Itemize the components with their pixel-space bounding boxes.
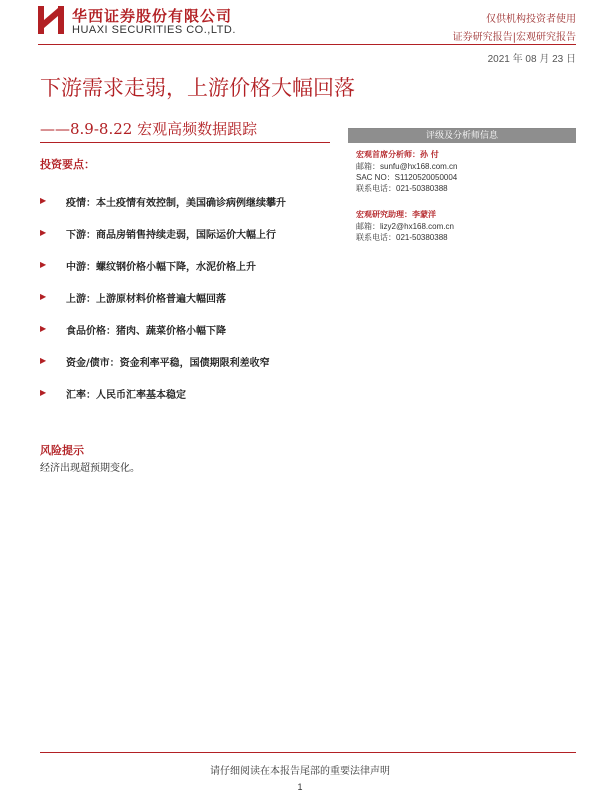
analyst-1-title: 宏观首席分析师：孙 付 (356, 149, 439, 159)
analyst-2-email: 邮箱：lizy2@hx168.com.cn (356, 222, 454, 231)
page-number: 1 (297, 782, 303, 792)
risk-heading: 风险提示 (40, 444, 84, 457)
key-points-list (40, 194, 340, 418)
list-item: ▶ 下游：商品房销售持续走弱，国际运价大幅上行 (40, 228, 276, 241)
company-logo (38, 4, 278, 40)
bullet-triangle-icon: ▶ (40, 260, 47, 269)
company-name-en: HUAXI SECURITIES CO.,LTD. (72, 24, 236, 36)
footer-divider (40, 752, 576, 753)
risk-text: 经济出现超预期变化。 (40, 463, 140, 474)
audience-note: 仅供机构投资者使用 (486, 14, 576, 25)
analyst-2-title: 宏观研究助理：李蒙洋 (356, 209, 436, 219)
bullet-triangle-icon: ▶ (40, 356, 47, 365)
header-divider (38, 44, 576, 45)
list-item: ▶ 食品价格：猪肉、蔬菜价格小幅下降 (40, 324, 226, 337)
analyst-1-sac: SAC NO：S1120520050004 (356, 173, 458, 182)
list-item: ▶ 中游：螺纹钢价格小幅下降，水泥价格上升 (40, 260, 256, 273)
analyst-info-panel (348, 128, 576, 251)
list-item: ▶ 资金/债市：资金利率平稳，国债期限利差收窄 (40, 356, 270, 369)
bullet-triangle-icon: ▶ (40, 292, 47, 301)
subtitle-divider (40, 142, 330, 143)
report-category: 证券研究报告|宏观研究报告 (452, 32, 576, 43)
report-title: 下游需求走弱，上游价格大幅回落 (40, 76, 355, 100)
bullet-triangle-icon: ▶ (40, 196, 47, 205)
huaxi-logo-icon (38, 6, 64, 34)
bullet-triangle-icon: ▶ (40, 228, 47, 237)
report-subtitle: ——8.9-8.22 宏观高频数据跟踪 (40, 120, 258, 138)
company-name-cn: 华西证券股份有限公司 (72, 7, 233, 25)
list-item: ▶ 上游：上游原材料价格普遍大幅回落 (40, 292, 226, 305)
report-date: 2021 年 08 月 23 日 (487, 54, 576, 65)
analyst-1-phone: 联系电话：021-50380388 (356, 184, 448, 193)
list-item: ▶ 疫情：本土疫情有效控制，美国确诊病例继续攀升 (40, 196, 286, 209)
key-points-heading: 投资要点： (40, 158, 95, 171)
bullet-triangle-icon: ▶ (40, 324, 47, 333)
analyst-1-email: 邮箱：sunfu@hx168.com.cn (356, 162, 458, 171)
analyst-2-phone: 联系电话：021-50380388 (356, 233, 448, 242)
legal-notice: 请仔细阅读在本报告尾部的重要法律声明 (210, 766, 390, 777)
analyst-panel-heading: 评级及分析师信息 (348, 129, 576, 143)
list-item: ▶ 汇率：人民币汇率基本稳定 (40, 388, 186, 401)
bullet-triangle-icon: ▶ (40, 388, 47, 397)
